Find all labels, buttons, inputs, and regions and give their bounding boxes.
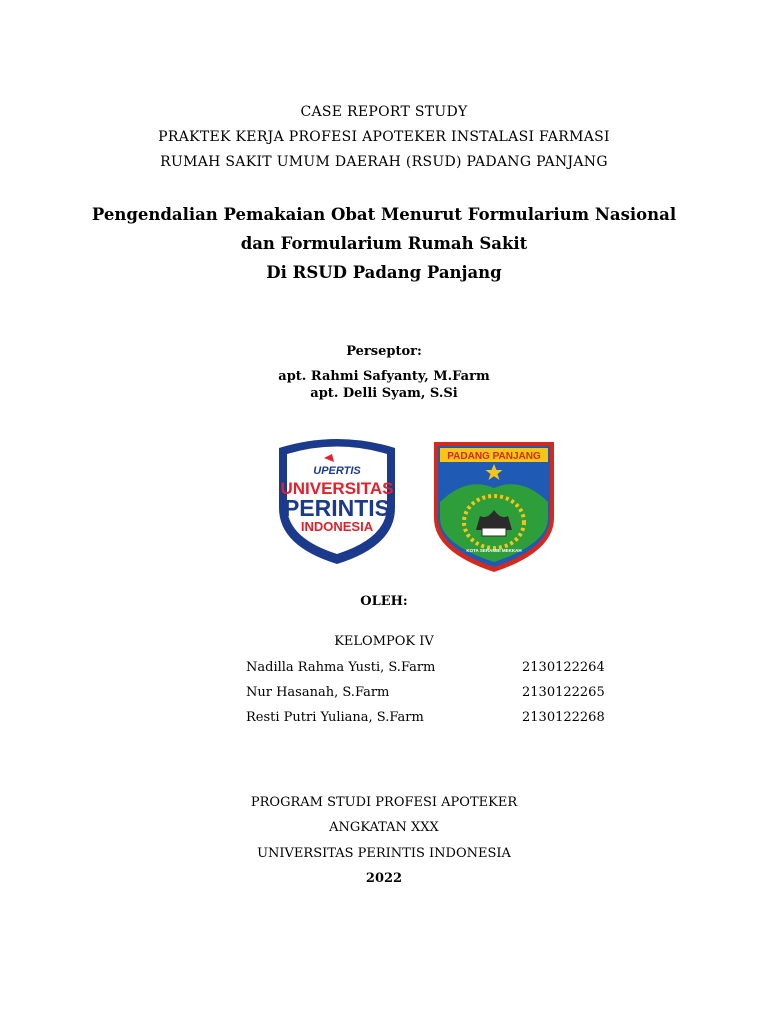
- gadang-body: [482, 528, 506, 536]
- university-logo: [274, 434, 400, 566]
- title-line-1: Pengendalian Pemakaian Obat Menurut Formularium Nasional: [91, 205, 677, 224]
- preceptor-label: Perseptor:: [346, 344, 422, 359]
- footer-cohort: ANGKATAN XXX: [329, 820, 439, 835]
- group-label: KELOMPOK IV: [334, 634, 434, 649]
- university-line1-text: UNIVERSITAS: [280, 479, 394, 498]
- footer-year: 2022: [365, 871, 403, 886]
- city-logo: [432, 440, 556, 574]
- university-line3-text: INDONESIA: [300, 519, 374, 534]
- header-line-2: PRAKTEK KERJA PROFESI APOTEKER INSTALASI FARMASI: [158, 129, 610, 145]
- university-brand-text: UPERTIS: [313, 465, 361, 477]
- title-line-3: Di RSUD Padang Panjang: [266, 263, 502, 282]
- member-name: Nur Hasanah, S.Farm: [246, 685, 390, 700]
- member-id: 2130122264: [522, 660, 605, 675]
- preceptor-name-2: apt. Delli Syam, S.Si: [310, 386, 458, 401]
- member-id: 2130122268: [522, 710, 605, 725]
- member-id: 2130122265: [522, 685, 605, 700]
- header-line-1: CASE REPORT STUDY: [300, 104, 468, 120]
- university-line2-text: PERINTIS: [283, 495, 391, 521]
- oleh-label: OLEH:: [360, 594, 408, 609]
- title-line-2: dan Formularium Rumah Sakit: [240, 234, 528, 253]
- member-name: Nadilla Rahma Yusti, S.Farm: [246, 660, 436, 675]
- preceptor-name-1: apt. Rahmi Safyanty, M.Farm: [278, 369, 490, 384]
- footer-university: UNIVERSITAS PERINTIS INDONESIA: [257, 846, 511, 861]
- footer-program: PROGRAM STUDI PROFESI APOTEKER: [250, 795, 518, 810]
- city-banner-text: PADANG PANJANG: [447, 451, 541, 462]
- city-motto-text: KOTA SERAMBI MEKKAH: [466, 548, 522, 553]
- member-name: Resti Putri Yuliana, S.Farm: [246, 710, 424, 725]
- header-line-3: RUMAH SAKIT UMUM DAERAH (RSUD) PADANG PANJANG: [160, 154, 608, 170]
